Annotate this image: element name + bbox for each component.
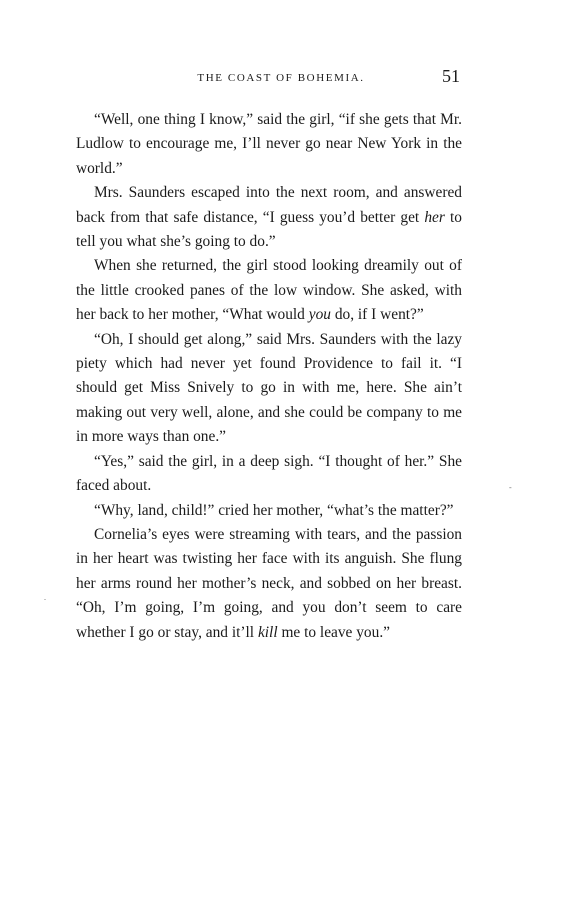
margin-mark: - [509,483,512,492]
text-run: Mrs. Saunders escaped into the next room, and answered back from that safe distance, “I guess you’d better get [76,184,462,226]
paragraph [76,328,462,450]
text-run: “Yes,” said the girl, in a deep sigh. “I thought of her.” She faced about. [76,452,462,495]
paragraph [76,254,462,327]
book-page [76,66,462,645]
text-run: When she returned, the girl stood looking dreamily out of the little crooked panes of the low window. She asked, with her back to her mother, “What would [76,257,462,324]
paragraph [76,499,462,523]
paragraph [76,450,462,499]
running-head [76,66,462,92]
text-run: “Why, land, child!” cried her mother, “what’s the matter?” [94,501,454,519]
running-title: THE COAST OF BOHEMIA. [197,72,365,84]
italic-text: her [424,208,445,226]
paragraph [76,523,462,645]
text-run: “Oh, I should get along,” said Mrs. Saunders with the lazy piety which had never yet found Providence to fail it. “I should get Miss Snively to go in with me, here. She ain’t making out very well, alone, and she could be company to me in more ways than one.” [76,330,462,446]
paragraph [76,181,462,254]
text-run: do, if I went?” [330,306,424,324]
text-run: Cornelia’s eyes were streaming with tears, and the passion in her heart was twisting her face with its anguish. She flung her arms round her mother’s neck, and sobbed on her breast. “Oh, I’m going, I’m going, and you don’t seem to care whether I go or stay, and it’ll [76,525,462,641]
italic-text: you [308,306,331,324]
text-run: “Well, one thing I know,” said the girl, “if she gets that Mr. Ludlow to encourage me, I’ll never go near New York in the world.” [76,111,462,177]
text-run: to tell you what she’s going to do.” [76,208,462,251]
italic-text: kill [257,623,278,641]
text-run: me to leave you.” [277,623,391,641]
margin-mark: . [44,593,46,602]
paragraph [76,108,462,181]
page-number: 51 [442,66,460,86]
body-text [76,108,462,645]
